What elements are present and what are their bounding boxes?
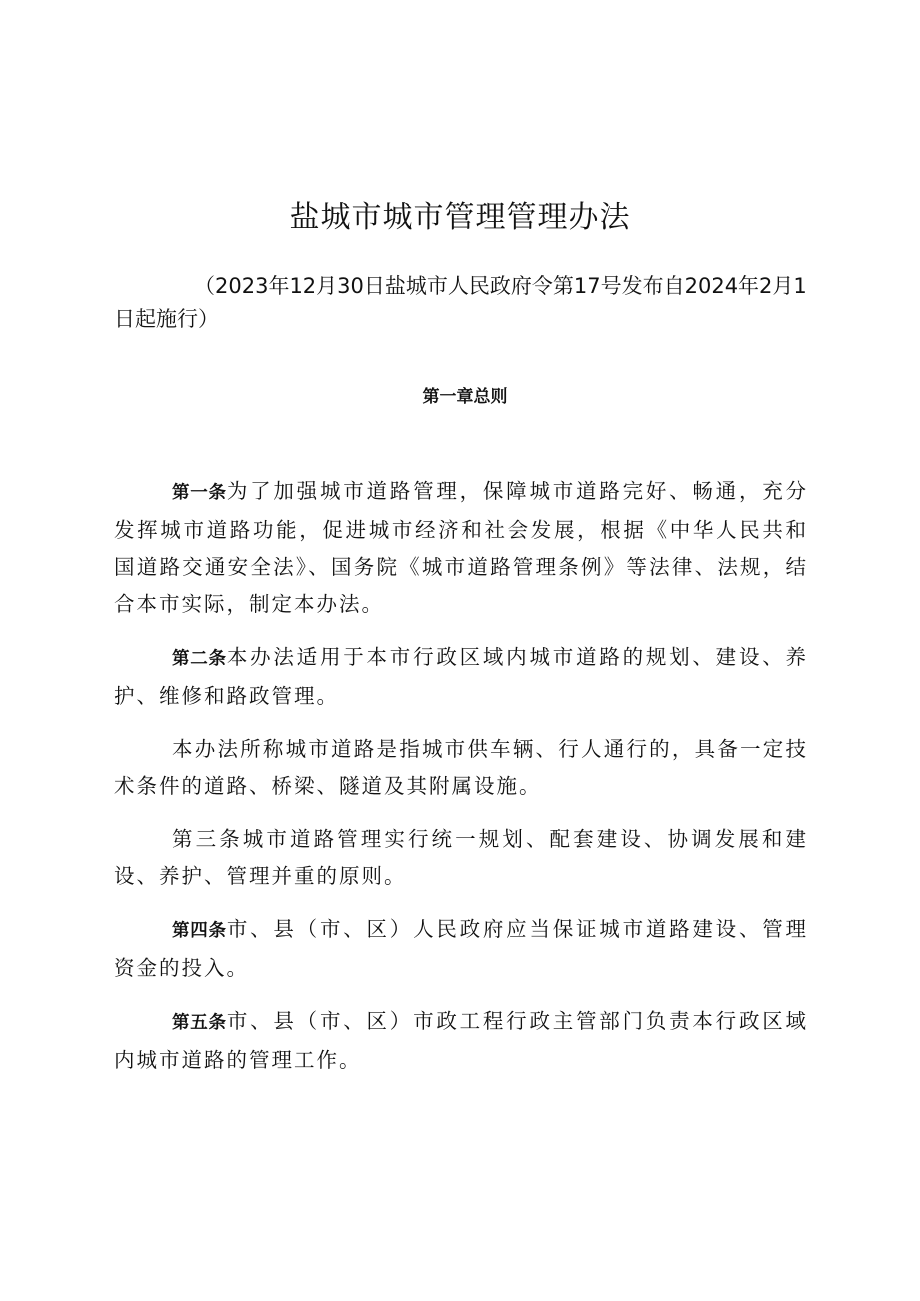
article-3-text: 第三条城市道路管理实行统一规划、配套建设、协调发展和建设、养护、管理并重的原则。 xyxy=(114,827,808,888)
document-title: 盐城市城市管理管理办法 xyxy=(289,200,631,235)
article-4-text: 市、县（市、区）人民政府应当保证城市道路建设、管理资金的投入。 xyxy=(114,917,809,980)
article-1-paragraph xyxy=(114,473,808,623)
article-5-text: 市、县（市、区）市政工程行政主管部门负责本行政区域内城市道路的管理工作。 xyxy=(114,1009,809,1072)
article-1-label: 第一条 xyxy=(172,483,227,503)
promulgation-note: （2023年12月30日盐城市人民政府令第17号发布自2024年2月1日起施行） xyxy=(114,274,807,331)
article-2-text: 本办法适用于本市行政区域内城市道路的规划、建设、养护、维修和路政管理。 xyxy=(114,645,809,708)
article-2-paragraph xyxy=(114,639,808,715)
article-5-paragraph xyxy=(114,1003,808,1079)
article-3-paragraph xyxy=(114,821,808,895)
chapter-heading: 第一章总则 xyxy=(422,387,508,407)
article-2-label: 第二条 xyxy=(172,649,227,669)
article-4-paragraph xyxy=(114,911,808,987)
article-2-definition-text: 本办法所称城市道路是指城市供车辆、行人通行的，具备一定技术条件的道路、桥梁、隧道及其附属设施。 xyxy=(114,737,808,798)
document-body xyxy=(114,473,808,1095)
article-5-label: 第五条 xyxy=(172,1013,227,1033)
article-2-definition-paragraph xyxy=(114,731,808,805)
article-4-label: 第四条 xyxy=(172,921,227,941)
article-1-text: 为了加强城市道路管理，保障城市道路完好、畅通，充分发挥城市道路功能，促进城市经济和社会发展，根据《中华人民共和国道路交通安全法》、国务院《城市道路管理条例》等法律、法规，结合本市实际，制定本办法。 xyxy=(114,479,809,616)
